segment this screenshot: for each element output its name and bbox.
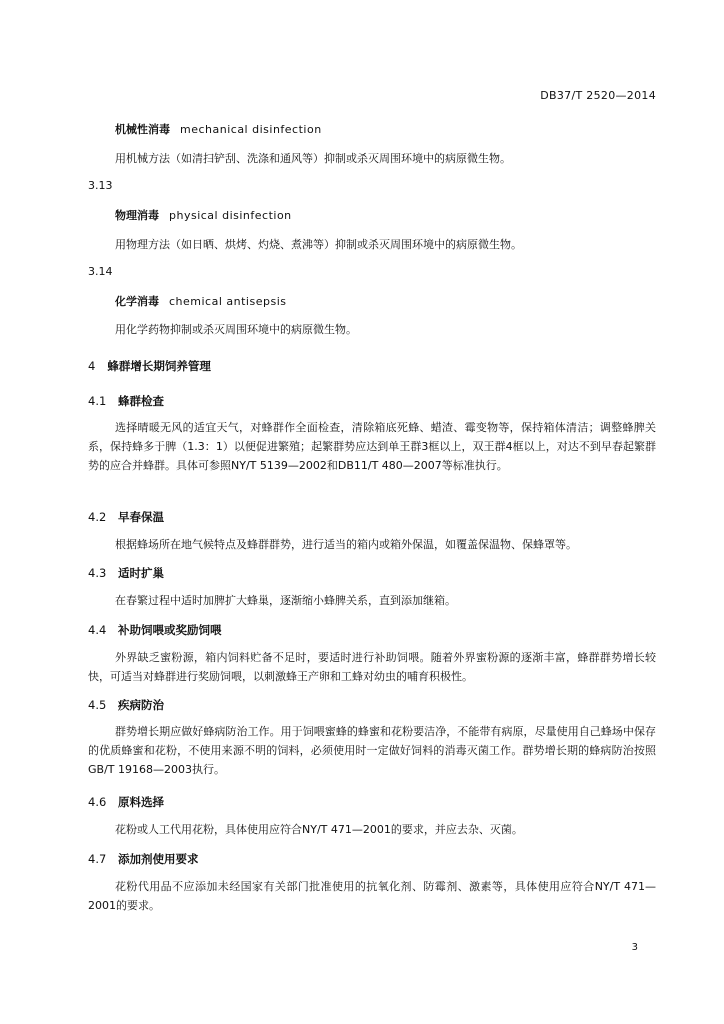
clause-title: 蜂群检查 <box>118 394 164 408</box>
clause-heading <box>88 697 164 713</box>
clause-text: 选择晴暖无风的适宜天气，对蜂群作全面检查，清除箱底死蜂、蜡渣、霉变物等，保持箱体清洁；调整蜂脾关系，保持蜂多于脾（1.3：1）以便促进繁殖；起繁群势应达到单王群3框以上，双王群4框以上，对达不到早春起繁群势的应合并蜂群。具体可参照NY/T 5139—2002和DB11/T 480—2007等标准执行。 <box>88 421 656 472</box>
term-zh: 物理消毒 <box>115 209 159 222</box>
term-definition: 用机械方法（如清扫铲刮、洗涤和通风等）抑制或杀灭周围环境中的病原微生物。 <box>115 152 511 165</box>
term-number: 3.13 <box>88 179 113 192</box>
clause-heading <box>88 622 222 638</box>
term-definition: 用物理方法（如日晒、烘烤、灼烧、煮沸等）抑制或杀灭周围环境中的病原微生物。 <box>115 238 522 251</box>
clause-heading <box>88 509 164 525</box>
term-en: physical disinfection <box>169 209 292 222</box>
clause-text: 外界缺乏蜜粉源，箱内饲料贮备不足时，要适时进行补助饲喂。随着外界蜜粉源的逐渐丰富，蜂群群势增长较快，可适当对蜂群进行奖励饲喂，以刺激蜂王产卵和工蜂对幼虫的哺育积极性。 <box>88 651 656 683</box>
term-zh: 机械性消毒 <box>115 123 170 136</box>
clause-number: 4.5 <box>88 698 107 712</box>
clause-text: 根据蜂场所在地气候特点及蜂群群势，进行适当的箱内或箱外保温，如覆盖保温物、保蜂罩等。 <box>115 538 577 551</box>
standard-code: DB37/T 2520—2014 <box>540 89 656 102</box>
term-number: 3.14 <box>88 265 113 278</box>
clause-heading <box>88 393 164 409</box>
term-mechanical-disinfection <box>115 121 322 137</box>
clause-title: 原料选择 <box>118 795 164 809</box>
clause-text: 花粉代用品不应添加未经国家有关部门批准使用的抗氧化剂、防霉剂、激素等，具体使用应符合NY/T 471—2001的要求。 <box>88 880 656 912</box>
term-zh: 化学消毒 <box>115 295 159 308</box>
clause-heading <box>88 851 199 867</box>
chapter-title: 蜂群增长期饲养管理 <box>107 359 211 373</box>
clause-number: 4.3 <box>88 566 107 580</box>
chapter-number: 4 <box>88 359 96 373</box>
page-number: 3 <box>631 942 638 953</box>
clause-number: 4.6 <box>88 795 107 809</box>
clause-text: 花粉或人工代用花粉，具体使用应符合NY/T 471—2001的要求，并应去杂、灭菌。 <box>115 823 523 836</box>
clause-title: 添加剂使用要求 <box>118 852 199 866</box>
clause-title: 早春保温 <box>118 510 164 524</box>
clause-heading <box>88 565 164 581</box>
clause-number: 4.2 <box>88 510 107 524</box>
term-en: chemical antisepsis <box>169 295 287 308</box>
clause-number: 4.7 <box>88 852 107 866</box>
term-definition: 用化学药物抑制或杀灭周围环境中的病原微生物。 <box>115 323 357 336</box>
clause-title: 补助饲喂或奖励饲喂 <box>118 623 222 637</box>
chapter-heading <box>88 358 211 374</box>
clause-title: 适时扩巢 <box>118 566 164 580</box>
clause-number: 4.4 <box>88 623 107 637</box>
clause-text: 群势增长期应做好蜂病防治工作。用于饲喂蜜蜂的蜂蜜和花粉要洁净，不能带有病原，尽量使用自己蜂场中保存的优质蜂蜜和花粉，不使用来源不明的饲料，必须使用时一定做好饲料的消毒灭菌工作。群势增长期的蜂病防治按照GB/T 19168—2003执行。 <box>88 725 656 776</box>
clause-heading <box>88 794 164 810</box>
clause-text: 在春繁过程中适时加脾扩大蜂巢，逐渐缩小蜂脾关系，直到添加继箱。 <box>115 594 456 607</box>
term-chemical-antisepsis <box>115 293 286 309</box>
clause-title: 疾病防治 <box>118 698 164 712</box>
term-en: mechanical disinfection <box>180 123 322 136</box>
clause-number: 4.1 <box>88 394 107 408</box>
term-physical-disinfection <box>115 207 292 223</box>
